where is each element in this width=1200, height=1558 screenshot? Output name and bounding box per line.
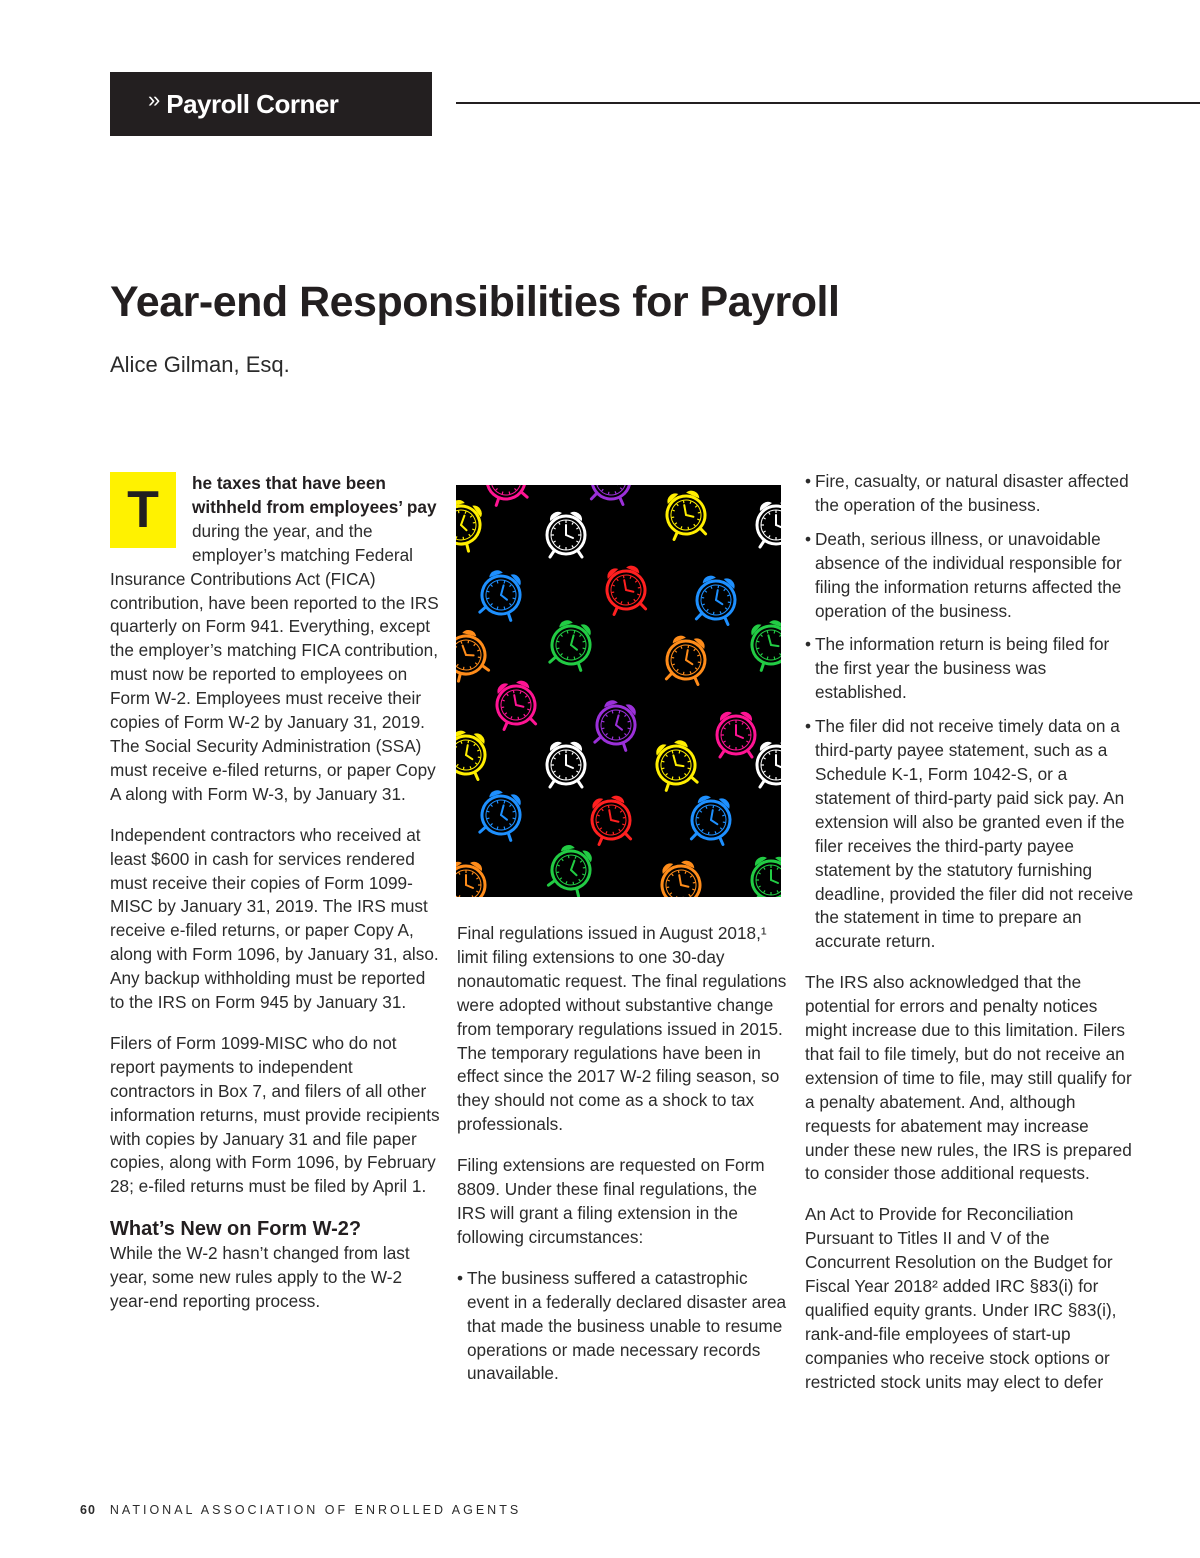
article-title: Year-end Responsibilities for Payroll xyxy=(110,278,840,326)
double-chevron-icon: » xyxy=(148,87,161,112)
subheading: What’s New on Form W-2? xyxy=(110,1218,362,1241)
list-item: • Fire, casualty, or natural disaster affected the operation of the business. xyxy=(805,470,1135,518)
paragraph: Final regulations issued in August 2018,¹ limit filing extensions to one 30-day nonautomatic request. The final regulations were adopted without substantive change from temporary regulations issued in 2015. The temporary regulations have been in effect since the 2017 W-2 filing season, so they should not come as a shock to tax professionals. xyxy=(457,923,787,1135)
alarm-clock-icon xyxy=(588,485,633,505)
alarm-clock-icon xyxy=(547,512,585,557)
bullet-list xyxy=(457,1267,787,1387)
bullet-list xyxy=(805,470,1135,954)
column-3 xyxy=(805,470,1135,1412)
column-1 xyxy=(110,472,440,1331)
alarm-clock-pattern xyxy=(456,485,781,897)
alarm-clock-icon xyxy=(752,857,781,897)
paragraph: The IRS also acknowledged that the potential for errors and penalty notices might increase due to this limitation. Filers that fail to file timely, but do not receive an extension of time to file, may still qualify for a penalty abatement. And, although requests for abatement may increase under these new rules, the IRS is prepared to consider those additional requests. xyxy=(805,972,1132,1184)
alarm-clock-icon xyxy=(456,497,487,552)
alarm-clock-icon xyxy=(456,729,489,780)
alarm-clock-icon xyxy=(663,489,708,540)
alarm-clock-icon xyxy=(717,712,755,757)
section-header-tab xyxy=(110,72,432,136)
alarm-clock-icon xyxy=(652,738,700,791)
page-footer xyxy=(80,1503,521,1517)
paragraph: While the W-2 hasn’t changed from last year, some new rules apply to the W-2 year-end reporting process. xyxy=(110,1243,410,1312)
list-item: • The information return is being filed for the first year the business was established. xyxy=(805,633,1135,705)
paragraph: Filers of Form 1099-MISC who do not report payments to independent contractors in Box 7, and filers of all other information returns, must provide recipients with copies by January 31 and file paper copies, along with Form 1096, by February 28; e-filed returns must be filed by April 1. xyxy=(110,1032,440,1197)
paragraph: Filing extensions are requested on Form 8809. Under these final regulations, the IRS will grant a filing extension in the following circumstances: xyxy=(457,1155,765,1247)
alarm-clock-icon xyxy=(757,742,781,787)
lead-paragraph xyxy=(110,472,440,807)
alarm-clock-icon xyxy=(588,794,633,845)
alarm-clock-icon xyxy=(547,618,595,671)
paragraph: An Act to Provide for Reconciliation Pursuant to Titles II and V of the Concurrent Resolution on the Budget for Fiscal Year 2018² added IRC §83(i) for qualified equity grants. Under IRC §83(i), rank-and-file employees of start-up companies who receive stock options or restricted stock units may elect to defer xyxy=(805,1204,1117,1392)
alarm-clock-icon xyxy=(592,698,640,751)
header-rule xyxy=(456,102,1200,104)
alarm-clock-icon xyxy=(477,788,525,841)
publication-name: NATIONAL ASSOCIATION OF ENROLLED AGENTS xyxy=(109,1503,522,1517)
alarm-clock-icon xyxy=(477,568,525,621)
alarm-clock-icon xyxy=(693,574,738,625)
alarm-clock-icon xyxy=(747,618,781,671)
alarm-clock-icon xyxy=(663,634,708,685)
alarm-clock-icon xyxy=(482,485,530,506)
alarm-clock-icon xyxy=(603,564,648,615)
alarm-clock-illustration xyxy=(456,485,781,897)
alarm-clock-icon xyxy=(757,502,781,547)
alarm-clock-icon xyxy=(493,679,538,730)
lead-bold-text: he taxes that have been withheld from employees’ pay xyxy=(192,473,437,517)
list-item: • The business suffered a catastrophic event in a federally declared disaster area that made the business unable to resume operations or made necessary records unavailable. xyxy=(457,1267,787,1387)
alarm-clock-icon xyxy=(547,742,585,787)
column-2 xyxy=(457,922,787,1403)
drop-cap: T xyxy=(110,472,176,548)
alarm-clock-icon xyxy=(688,794,733,845)
list-item: • The filer did not receive timely data on a third-party payee statement, such as a Schedule K-1, Form 1042-S, or a statement of third-party paid sick pay. An extension will also be granted even if the filer receives the third-party payee statement by the statutory furnishing deadline, provided the filer did not receive the statement in time to prepare an accurate return. xyxy=(805,715,1135,954)
section-label: Payroll Corner xyxy=(166,88,339,119)
list-item: • Death, serious illness, or unavoidable absence of the individual responsible for filing the information returns affected the operation of the business. xyxy=(805,528,1135,624)
page-number: 60 xyxy=(80,1503,96,1517)
alarm-clock-icon xyxy=(456,627,491,682)
lead-paragraph-text: during the year, and the employer’s matching Federal Insurance Contributions Act (FICA) contribution, have been reported to the IRS quarterly on Form 941. Everything, except the employer’s matching FICA contribution, must now be reported to employees on Form W-2. Employees must receive their copies of Form W-2 by January 31, 2019. The Social Security Administration (SSA) must receive e-filed returns, or paper Copy A along with Form W-3, by January 31. xyxy=(110,520,439,804)
alarm-clock-icon xyxy=(456,862,485,897)
alarm-clock-icon xyxy=(546,842,597,897)
alarm-clock-icon xyxy=(658,859,703,897)
paragraph: Independent contractors who received at least $600 in cash for services rendered must receive their copies of Form 1099-MISC by January 31, 2019. The IRS must receive e-filed returns, or paper Copy A, along with Form 1096, by January 31, also. Any backup withholding must be reported to the IRS on Form 945 by January 31. xyxy=(110,824,439,1013)
article-author: Alice Gilman, Esq. xyxy=(110,352,290,377)
